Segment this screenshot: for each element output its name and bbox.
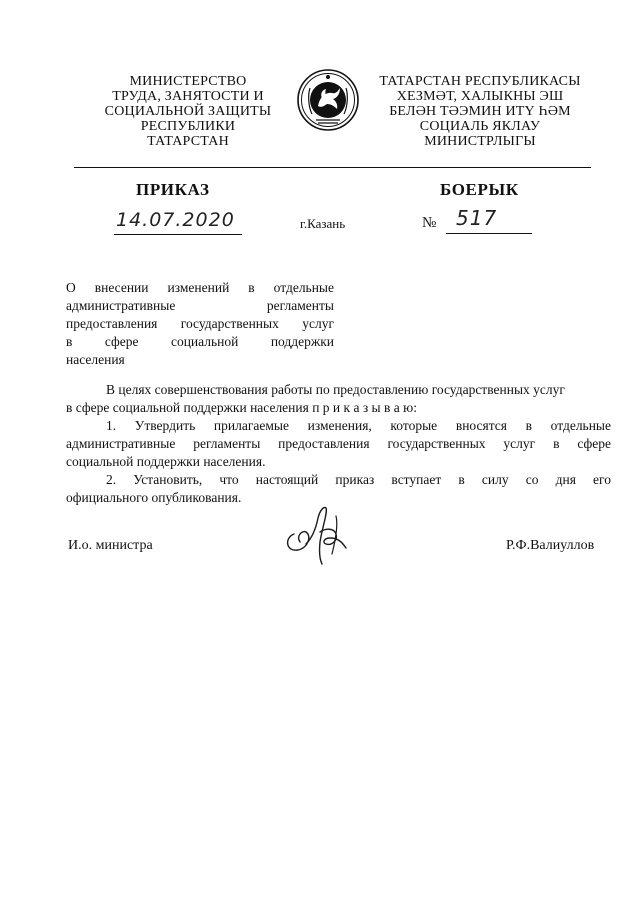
header-divider — [74, 167, 591, 168]
subject-line: О внесении изменений в отдельные — [66, 280, 334, 295]
handwritten-signature-icon — [276, 498, 360, 570]
document-kind-ru: ПРИКАЗ — [136, 180, 210, 199]
ministry-name-tt-line: ТАТАРСТАН РЕСПУБЛИКАСЫ — [379, 74, 581, 89]
document-number: 517 — [456, 206, 498, 230]
document-city: г.Казань — [300, 216, 346, 231]
number-sign: № — [422, 215, 437, 231]
document-kind-tt: БОЕРЫК — [440, 180, 519, 199]
subject-line: административные регламенты — [66, 298, 334, 313]
ministry-name-tt-line: БЕЛӘН ТӘЭМИН ИТҮ ҺӘМ — [389, 104, 571, 119]
ministry-name-ru-line: МИНИСТЕРСТВО — [129, 74, 247, 89]
body-line: 1. Утвердить прилагаемые изменения, которые вносятся в отдельные — [106, 418, 611, 433]
ministry-name-ru — [88, 74, 288, 149]
ministry-name-ru-line: ТРУДА, ЗАНЯТОСТИ И — [112, 89, 264, 104]
date-underline — [114, 234, 242, 235]
body-line: официального опубликования. — [66, 490, 242, 505]
subject-line: в сфере социальной поддержки — [66, 334, 334, 349]
number-underline — [446, 233, 532, 234]
signatory-name: Р.Ф.Валиуллов — [506, 538, 595, 553]
ministry-name-tt — [366, 74, 594, 149]
ministry-name-ru-line: ТАТАРСТАН — [147, 134, 229, 149]
signatory-title: И.о. министра — [68, 538, 153, 553]
ministry-name-tt-line: ХЕЗМӘТ, ХАЛЫКНЫ ЭШ — [396, 89, 564, 104]
ministry-name-ru-line: РЕСПУБЛИКИ — [140, 119, 236, 134]
ministry-name-tt-line: МИНИСТРЛЫГЫ — [424, 134, 536, 149]
body-line: 2. Установить, что настоящий приказ вступает в силу со дня его — [106, 472, 611, 487]
tatarstan-coat-of-arms-icon — [296, 68, 360, 132]
subject-line: предоставления государственных услуг — [66, 316, 334, 331]
ministry-name-ru-line: СОЦИАЛЬНОЙ ЗАЩИТЫ — [104, 104, 272, 119]
ministry-name-tt-line: СОЦИАЛЬ ЯКЛАУ — [419, 119, 541, 134]
subject-line: населения — [66, 352, 125, 367]
body-line: административные регламенты предоставления государственных услуг в сфере — [66, 436, 611, 451]
document-date: 14.07.2020 — [116, 209, 235, 231]
body-line: в сфере социальной поддержки населения п р и к а з ы в а ю: — [66, 400, 417, 415]
body-line: В целях совершенствования работы по предоставлению государственных услуг — [106, 382, 565, 397]
body-line: социальной поддержки населения. — [66, 454, 266, 469]
